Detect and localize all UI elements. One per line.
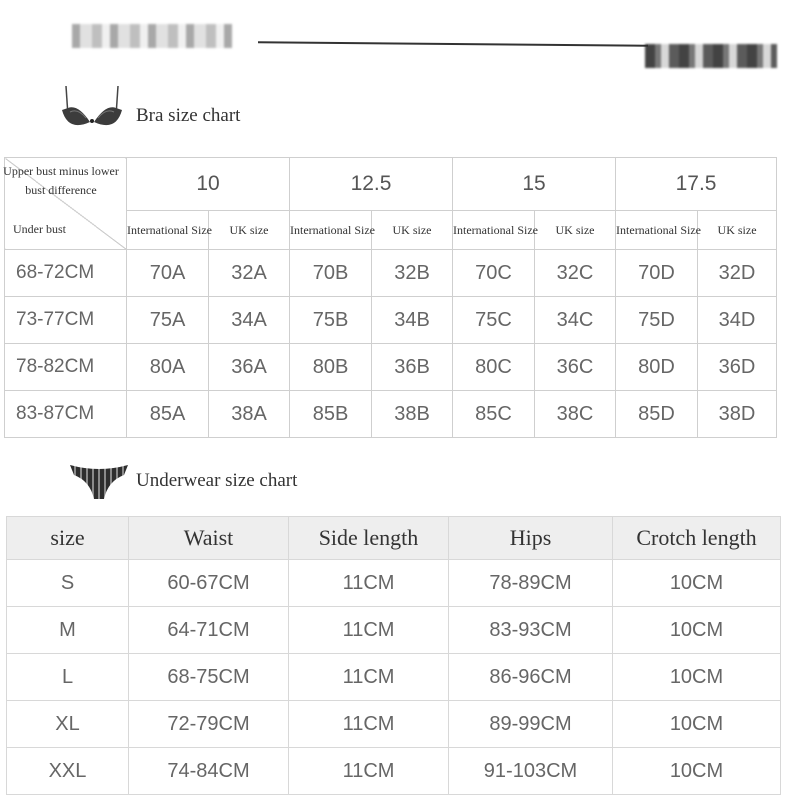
difference-header: 12.5 xyxy=(290,158,453,211)
table-row xyxy=(7,654,781,701)
size-cell: 34A xyxy=(209,297,290,344)
table-row xyxy=(5,344,777,391)
size-cell: 75A xyxy=(127,297,209,344)
tape-measure-right xyxy=(645,44,777,68)
bra-chart-title: Bra size chart xyxy=(136,105,241,126)
size-cell: 36B xyxy=(372,344,453,391)
crotch-length-cell: 10CM xyxy=(613,701,781,748)
size-cell: L xyxy=(7,654,129,701)
underwear-icon xyxy=(68,459,130,503)
size-header: size xyxy=(7,517,129,560)
corner-difference-label: Upper bust minus lower bust difference xyxy=(3,164,119,197)
table-row xyxy=(5,391,777,438)
size-cell: 85B xyxy=(290,391,372,438)
uk-size-header: UK size xyxy=(372,211,453,250)
size-cell: 70D xyxy=(616,250,698,297)
size-cell: 36D xyxy=(698,344,777,391)
size-cell: 85D xyxy=(616,391,698,438)
under-bust-cell: 78-82CM xyxy=(5,344,127,391)
tape-measure-line xyxy=(258,41,648,46)
crotch-length-cell: 10CM xyxy=(613,654,781,701)
hips-cell: 78-89CM xyxy=(449,560,613,607)
waist-header: Waist xyxy=(129,517,289,560)
size-cell: 80C xyxy=(453,344,535,391)
waist-cell: 74-84CM xyxy=(129,748,289,795)
size-cell: M xyxy=(7,607,129,654)
size-cell: 85A xyxy=(127,391,209,438)
size-cell: 38A xyxy=(209,391,290,438)
size-cell: 70A xyxy=(127,250,209,297)
side-length-cell: 11CM xyxy=(289,748,449,795)
side-length-header: Side length xyxy=(289,517,449,560)
size-cell: 36A xyxy=(209,344,290,391)
size-cell: 34C xyxy=(535,297,616,344)
size-cell: 34B xyxy=(372,297,453,344)
waist-cell: 64-71CM xyxy=(129,607,289,654)
under-bust-cell: 68-72CM xyxy=(5,250,127,297)
size-cell: 38C xyxy=(535,391,616,438)
hips-cell: 89-99CM xyxy=(449,701,613,748)
waist-cell: 68-75CM xyxy=(129,654,289,701)
tape-measure-left xyxy=(72,24,232,48)
size-cell: 34D xyxy=(698,297,777,344)
uk-size-header: UK size xyxy=(209,211,290,250)
size-cell: S xyxy=(7,560,129,607)
under-bust-cell: 83-87CM xyxy=(5,391,127,438)
hips-header: Hips xyxy=(449,517,613,560)
international-size-header: International Size xyxy=(127,211,209,250)
crotch-length-header: Crotch length xyxy=(613,517,781,560)
underwear-size-table xyxy=(6,516,781,795)
crotch-length-cell: 10CM xyxy=(613,748,781,795)
size-cell: XXL xyxy=(7,748,129,795)
size-cell: 70B xyxy=(290,250,372,297)
waist-cell: 60-67CM xyxy=(129,560,289,607)
size-cell: 75B xyxy=(290,297,372,344)
table-row xyxy=(7,748,781,795)
size-cell: 32C xyxy=(535,250,616,297)
size-cell: 75D xyxy=(616,297,698,344)
table-row xyxy=(5,297,777,344)
size-cell: 80D xyxy=(616,344,698,391)
size-cell: 70C xyxy=(453,250,535,297)
table-row xyxy=(5,250,777,297)
size-cell: 80A xyxy=(127,344,209,391)
side-length-cell: 11CM xyxy=(289,607,449,654)
difference-header: 10 xyxy=(127,158,290,211)
size-cell: 85C xyxy=(453,391,535,438)
size-cell: 38D xyxy=(698,391,777,438)
side-length-cell: 11CM xyxy=(289,560,449,607)
side-length-cell: 11CM xyxy=(289,654,449,701)
bra-size-table xyxy=(4,157,777,438)
crotch-length-cell: 10CM xyxy=(613,560,781,607)
size-cell: 32D xyxy=(698,250,777,297)
size-cell: 32B xyxy=(372,250,453,297)
size-cell: 38B xyxy=(372,391,453,438)
table-row xyxy=(7,560,781,607)
table-row xyxy=(7,701,781,748)
waist-cell: 72-79CM xyxy=(129,701,289,748)
bra-icon xyxy=(58,82,126,136)
size-cell: 36C xyxy=(535,344,616,391)
international-size-header: International Size xyxy=(290,211,372,250)
size-cell: 80B xyxy=(290,344,372,391)
hips-cell: 91-103CM xyxy=(449,748,613,795)
bra-table-corner-header xyxy=(5,158,127,250)
difference-header: 17.5 xyxy=(616,158,777,211)
crotch-length-cell: 10CM xyxy=(613,607,781,654)
table-row xyxy=(7,607,781,654)
side-length-cell: 11CM xyxy=(289,701,449,748)
corner-under-bust-label: Under bust xyxy=(13,222,66,236)
size-cell: XL xyxy=(7,701,129,748)
hips-cell: 83-93CM xyxy=(449,607,613,654)
international-size-header: International Size xyxy=(616,211,698,250)
hips-cell: 86-96CM xyxy=(449,654,613,701)
difference-header: 15 xyxy=(453,158,616,211)
size-cell: 32A xyxy=(209,250,290,297)
international-size-header: International Size xyxy=(453,211,535,250)
under-bust-cell: 73-77CM xyxy=(5,297,127,344)
underwear-chart-title: Underwear size chart xyxy=(136,470,298,491)
uk-size-header: UK size xyxy=(535,211,616,250)
uk-size-header: UK size xyxy=(698,211,777,250)
size-cell: 75C xyxy=(453,297,535,344)
